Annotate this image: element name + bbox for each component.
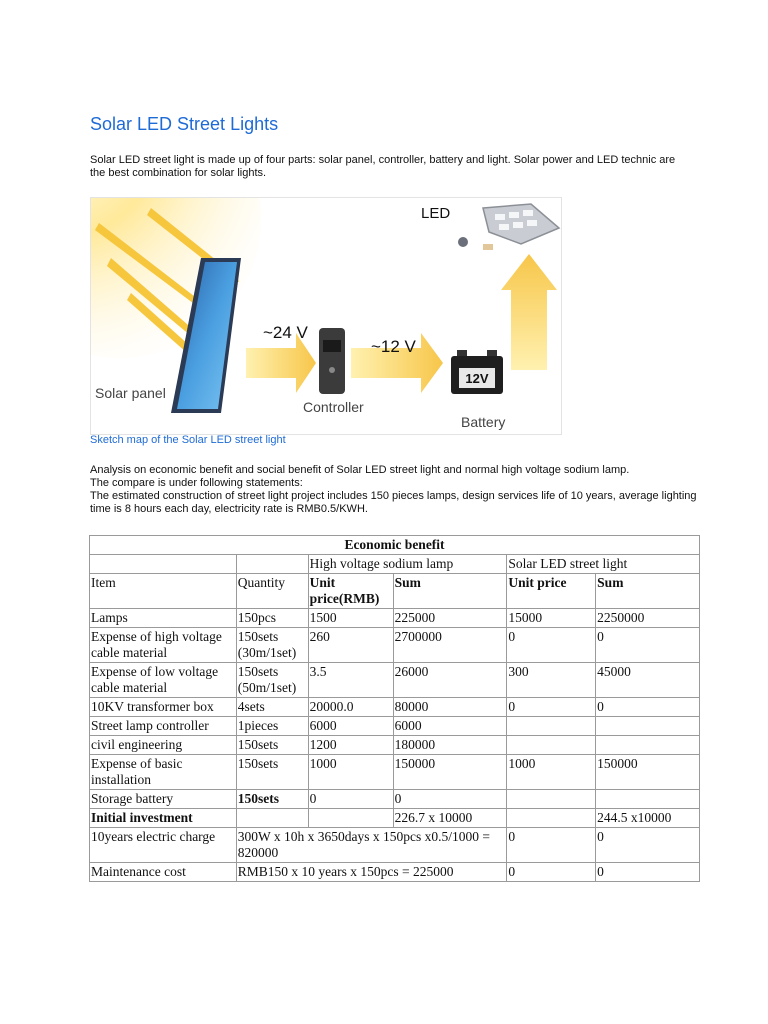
cell-quantity: 150sets — [236, 790, 308, 809]
cell-led-sum: 0 — [596, 628, 700, 663]
header-hv-sum: Sum — [393, 574, 507, 609]
cell-led-unit-price: 300 — [507, 663, 596, 698]
cell-hv-unit-price: 1200 — [308, 736, 393, 755]
battery-badge-text: 12V — [465, 371, 489, 386]
cell-quantity: 4sets — [236, 698, 308, 717]
cell-led-sum: 0 — [596, 863, 700, 882]
table-header-row — [90, 574, 700, 609]
cell-hv-unit-price: 3.5 — [308, 663, 393, 698]
cell-hv-sum: 150000 — [393, 755, 507, 790]
analysis-line: Analysis on economic benefit and social benefit of Solar LED street light and normal high voltage sodium lamp. — [90, 464, 630, 476]
cell-hv-sum: 2700000 — [393, 628, 507, 663]
cell-led-unit-price — [507, 736, 596, 755]
economic-benefit-table — [89, 535, 700, 882]
header-item: Item — [90, 574, 237, 609]
cell-led-sum: 0 — [596, 828, 700, 863]
maintenance-cost-row — [90, 863, 700, 882]
page-title: Solar LED Street Lights — [90, 114, 279, 134]
controller-label: Controller — [303, 399, 364, 415]
analysis-line: The compare is under following statements: — [90, 477, 303, 489]
battery-label: Battery — [461, 414, 506, 430]
cell-item: Storage battery — [90, 790, 237, 809]
cell-item: Street lamp controller — [90, 717, 237, 736]
cell-formula: RMB150 x 10 years x 150pcs = 225000 — [236, 863, 507, 882]
cell-led-unit-price: 0 — [507, 863, 596, 882]
cell-item: civil engineering — [90, 736, 237, 755]
table-row — [90, 717, 700, 736]
led-chip — [458, 237, 468, 247]
cell-led-sum: 45000 — [596, 663, 700, 698]
cell-hv-sum: 6000 — [393, 717, 507, 736]
cell-led-unit-price — [507, 790, 596, 809]
cell-item: Lamps — [90, 609, 237, 628]
table-group-row — [90, 555, 700, 574]
cell-hv-sum: 26000 — [393, 663, 507, 698]
table-row — [90, 790, 700, 809]
cell-hv-unit-price: 1500 — [308, 609, 393, 628]
cell-led-unit-price: 0 — [507, 698, 596, 717]
cell-item: Expense of low voltage cable material — [90, 663, 237, 698]
cell-hv-sum: 226.7 x 10000 — [393, 809, 507, 828]
cell-quantity: 150pcs — [236, 609, 308, 628]
cell-led-sum — [596, 736, 700, 755]
analysis-line: The estimated construction of street light project includes 150 pieces lamps, design services life of 10 years, average lighting time is 8 hours each day, electricity rate is RMB0.5/KWH. — [90, 490, 697, 515]
solar-panel-label: Solar panel — [95, 385, 166, 401]
cell-led-sum: 0 — [596, 698, 700, 717]
cell-hv-unit-price: 1000 — [308, 755, 393, 790]
cell-led-unit-price: 1000 — [507, 755, 596, 790]
group-solar-led: Solar LED street light — [507, 555, 700, 574]
cell-hv-unit-price: 0 — [308, 790, 393, 809]
table-row — [90, 736, 700, 755]
cell-item: Expense of high voltage cable material — [90, 628, 237, 663]
cell-quantity: 150sets — [236, 755, 308, 790]
cell-quantity: 150sets — [236, 736, 308, 755]
figure-caption: Sketch map of the Solar LED street light — [90, 434, 286, 446]
electric-charge-row — [90, 828, 700, 863]
cell-hv-sum: 180000 — [393, 736, 507, 755]
cell-hv-sum: 0 — [393, 790, 507, 809]
voltage-24-label: ~24 V — [263, 323, 308, 342]
cell-hv-unit-price: 6000 — [308, 717, 393, 736]
cell-quantity: 150sets (30m/1set) — [236, 628, 308, 663]
cell-hv-sum: 225000 — [393, 609, 507, 628]
table-row — [90, 755, 700, 790]
cell-led-unit-price: 0 — [507, 828, 596, 863]
header-led-unit-price: Unit price — [507, 574, 596, 609]
cell-item: 10KV transformer box — [90, 698, 237, 717]
cell-quantity: 1pieces — [236, 717, 308, 736]
cell-item: Maintenance cost — [90, 863, 237, 882]
group-high-voltage: High voltage sodium lamp — [308, 555, 507, 574]
voltage-12-label: ~12 V — [371, 337, 416, 356]
cell-led-sum — [596, 717, 700, 736]
header-led-sum: Sum — [596, 574, 700, 609]
cell-item: Initial investment — [90, 809, 237, 828]
cell-hv-unit-price: 260 — [308, 628, 393, 663]
table-row — [90, 663, 700, 698]
table-title: Economic benefit — [90, 536, 700, 555]
header-hv-unit-price: Unit price(RMB) — [308, 574, 393, 609]
led-module — [483, 244, 493, 250]
cell-led-sum: 150000 — [596, 755, 700, 790]
cell-hv-unit-price: 20000.0 — [308, 698, 393, 717]
sketch-illustration — [91, 198, 561, 434]
cell-led-unit-price: 0 — [507, 628, 596, 663]
cell-item: 10years electric charge — [90, 828, 237, 863]
cell-quantity: 150sets (50m/1set) — [236, 663, 308, 698]
analysis-text — [90, 464, 700, 516]
table-row — [90, 609, 700, 628]
cell-formula: 300W x 10h x 3650days x 150pcs x0.5/1000 = 820000 — [236, 828, 507, 863]
intro-paragraph: Solar LED street light is made up of four parts: solar panel, controller, battery and light. Solar power and LED technic are the best combination for solar lights. — [90, 154, 676, 179]
cell-led-sum: 244.5 x10000 — [596, 809, 700, 828]
cell-led-unit-price — [507, 717, 596, 736]
cell-led-unit-price: 15000 — [507, 609, 596, 628]
cell-item: Expense of basic installation — [90, 755, 237, 790]
initial-investment-row — [90, 809, 700, 828]
header-quantity: Quantity — [236, 574, 308, 609]
table-row — [90, 698, 700, 717]
led-label: LED — [421, 205, 451, 222]
controller-device — [319, 328, 345, 394]
table-row — [90, 628, 700, 663]
cell-hv-sum: 80000 — [393, 698, 507, 717]
cell-led-sum: 2250000 — [596, 609, 700, 628]
cell-led-sum — [596, 790, 700, 809]
table-title-row — [90, 536, 700, 555]
sketch-figure — [90, 197, 562, 435]
